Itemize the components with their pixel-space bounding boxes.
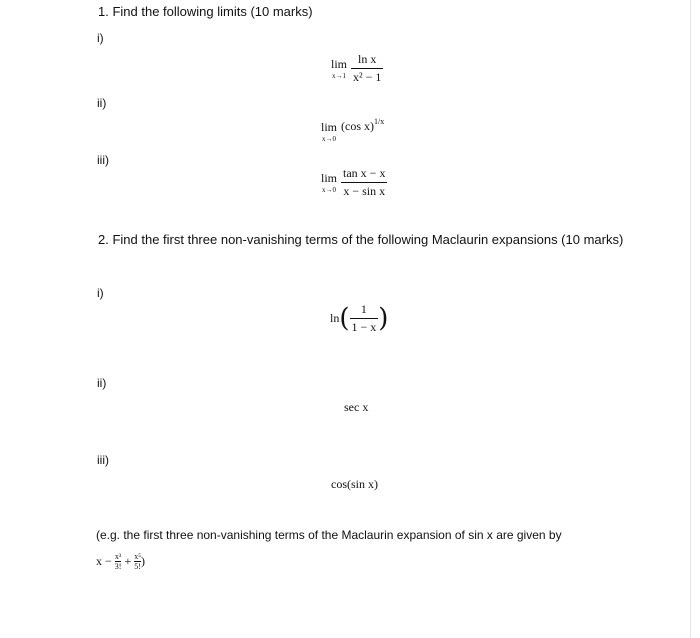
q1-limit-ii (321, 117, 384, 143)
denominator: x − sin x (343, 184, 386, 198)
exponent: 1/x (374, 117, 385, 126)
right-paren: ) (378, 303, 389, 334)
left-paren: ( (339, 303, 350, 334)
denominator: x² − 1 (353, 70, 382, 84)
q2-label-ii: ii) (97, 376, 107, 390)
q2-label-i: i) (97, 286, 104, 300)
q2-heading: 2. Find the first three non-vanishing terms of the following Maclaurin expansions (10 marks) (98, 232, 624, 247)
numerator: ln x (358, 52, 377, 66)
numerator: 1 (360, 302, 367, 316)
q1-label-iii: iii) (97, 153, 109, 167)
lim-operator: lim x→1 (331, 57, 348, 80)
q1-heading: 1. Find the following limits (10 marks) (98, 4, 313, 19)
q1-limit-iii (321, 166, 387, 199)
lim-subscript: x→0 (322, 186, 336, 194)
closing-paren: ) (141, 554, 146, 568)
fraction (341, 166, 387, 199)
lim-subscript: x→0 (322, 134, 336, 143)
ln-function: ln (330, 311, 340, 325)
fraction-x5-over-5fact: $\frac{\text{x⁵}}{5!}$ (134, 552, 142, 571)
lim-operator: lim x→0 (321, 171, 338, 194)
denominator: 1 − x (351, 320, 377, 334)
lim-operator: lim x→0 (321, 119, 338, 143)
example-formula (96, 552, 145, 571)
q2-expansion-ii: sec x (344, 400, 369, 414)
q2-label-iii: iii) (97, 453, 109, 467)
q1-label-ii: ii) (97, 96, 107, 110)
numerator: tan x − x (343, 166, 386, 180)
term-1: x − (96, 554, 112, 568)
q2-expansion-i (330, 302, 388, 335)
fraction (351, 52, 383, 85)
lim-subscript: x→1 (332, 72, 346, 80)
q1-limit-i (331, 52, 383, 85)
fraction-x3-over-3fact: $\frac{\text{x³}}{3!}$ (114, 552, 122, 571)
q1-label-i: i) (97, 31, 104, 45)
fraction (350, 302, 379, 335)
lim-expression: (cos x) (341, 119, 375, 133)
plus-sign: + (124, 554, 132, 568)
example-text: (e.g. the first three non-vanishing terms of the Maclaurin expansion of sin x are given by (96, 528, 562, 542)
q2-expansion-iii: cos(sin x) (331, 477, 378, 491)
